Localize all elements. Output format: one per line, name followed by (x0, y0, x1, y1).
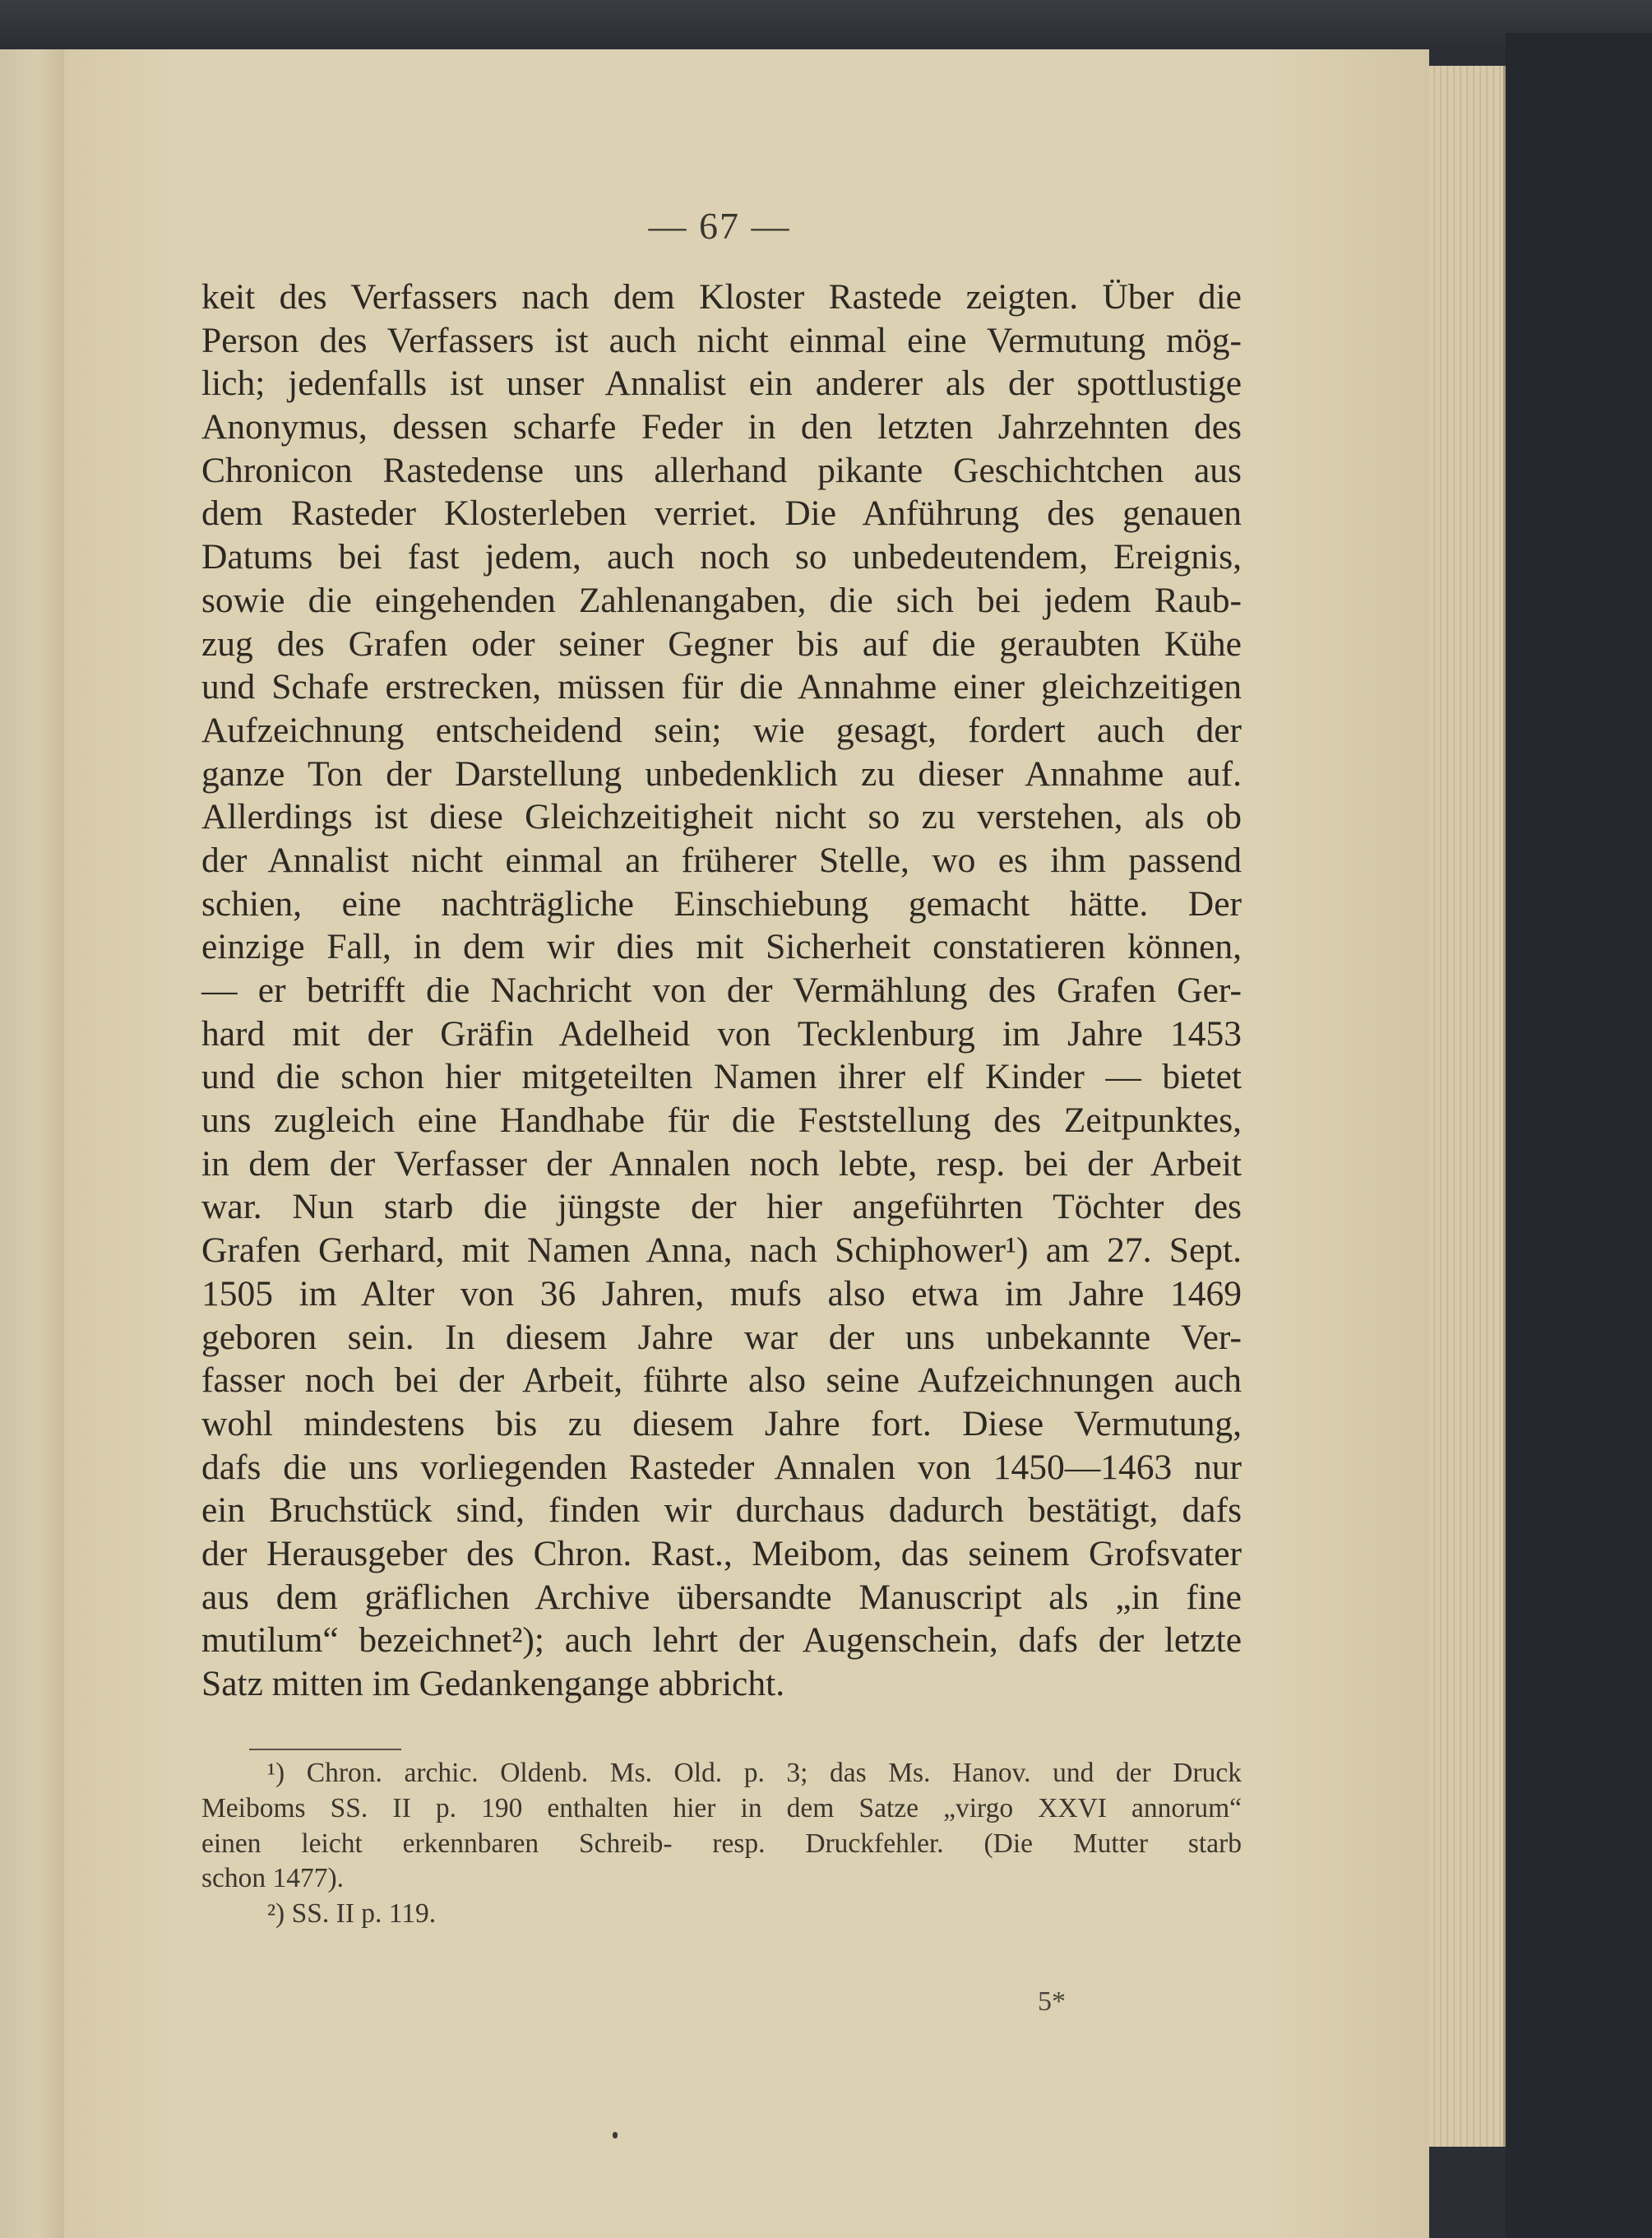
text-line: Satz mitten im Gedankengange abbricht. (201, 1664, 785, 1703)
page-number-header: — 67 — (648, 205, 791, 247)
text-line: sowie die eingehenden Zahlenangaben, die sich bei jedem Raub- (201, 580, 1242, 620)
text-line: 1505 im Alter von 36 Jahren, mufs also etwa im Jahre 1469 (201, 1273, 1242, 1314)
text-line: in dem der Verfasser der Annalen noch lebte, resp. bei der Arbeit (201, 1143, 1242, 1184)
text-line: Allerdings ist diese Gleichzeitigheit nicht so zu verstehen, als ob (201, 797, 1242, 837)
text-line: der Annalist nicht einmal an früherer Stelle, wo es ihm passend (201, 840, 1242, 880)
book-cover-top (0, 0, 1652, 49)
text-line: aus dem gräflichen Archive übersandte Manuscript als „in fine (201, 1577, 1242, 1617)
text-line: zug des Grafen oder seiner Gegner bis auf die geraubten Kühe (201, 623, 1242, 664)
text-line: Person des Verfassers ist auch nicht einmal eine Vermutung mög- (201, 320, 1242, 360)
text-line: dafs die uns vorliegenden Rasteder Annalen von 1450—1463 nur (201, 1447, 1242, 1487)
text-line: — er betrifft die Nachricht von der Vermählung des Grafen Ger- (201, 971, 1242, 1010)
book-cover-right (1506, 33, 1652, 2238)
text-line: fasser noch bei der Arbeit, führte also seine Aufzeichnungen auch (201, 1360, 1242, 1401)
text-line: und Schafe erstrecken, müssen für die Annahme einer gleichzeitigen (201, 667, 1242, 707)
text-line: hard mit der Gräfin Adelheid von Tecklenburg im Jahre 1453 (201, 1013, 1242, 1054)
text-line: der Herausgeber des Chron. Rast., Meibom, das seinem Grofsvater (201, 1533, 1242, 1573)
page-gutter (0, 49, 64, 2238)
footnote-line: ²) SS. II p. 119. (267, 1898, 437, 1930)
body-text (201, 276, 1242, 1706)
footnote-line: ¹) Chron. archic. Oldenb. Ms. Old. p. 3; das Ms. Hanov. und der Druck (267, 1758, 1242, 1788)
text-line: Grafen Gerhard, mit Namen Anna, nach Schiphower¹) am 27. Sept. (201, 1230, 1242, 1271)
footnote-line: schon 1477). (201, 1863, 345, 1894)
text-line: wohl mindestens bis zu diesem Jahre fort. Diese Vermutung, (201, 1403, 1242, 1443)
text-line: Aufzeichnung entscheidend sein; wie gesagt, fordert auch der (201, 710, 1242, 750)
page-edges (1429, 66, 1506, 2147)
text-line: keit des Verfassers nach dem Kloster Rastede zeigten. Über die (201, 277, 1242, 317)
footnote-line: Meiboms SS. II p. 190 enthalten hier in dem Satze „virgo XXVI annorum“ (201, 1792, 1242, 1823)
text-line: uns zugleich eine Handhabe für die Feststellung des Zeitpunktes, (201, 1100, 1242, 1141)
ink-speck (613, 2132, 618, 2138)
text-line: ein Bruchstück sind, finden wir durchaus dadurch bestätigt, dafs (201, 1490, 1242, 1531)
text-line: dem Rasteder Klosterleben verriet. Die Anführung des genauen (201, 493, 1242, 534)
text-line: lich; jedenfalls ist unser Annalist ein anderer als der spottlustige (201, 364, 1242, 404)
text-line: Anonymus, dessen scharfe Feder in den letzten Jahrzehnten des (201, 407, 1242, 447)
text-line: war. Nun starb die jüngste der hier angeführten Töchter des (201, 1187, 1242, 1227)
text-line: Chronicon Rastedense uns allerhand pikante Geschichtchen aus (201, 450, 1242, 490)
footnotes (201, 1756, 1242, 1932)
footnote-line: einen leicht erkennbaren Schreib- resp. Druckfehler. (Die Mutter starb (201, 1828, 1242, 1859)
text-line: schien, eine nachträgliche Einschiebung gemacht hätte. Der (201, 883, 1242, 924)
signature-mark: 5* (1038, 1986, 1066, 2017)
text-line: Datums bei fast jedem, auch noch so unbedeutendem, Ereignis, (201, 537, 1242, 577)
footnote-rule (249, 1749, 401, 1750)
text-line: einzige Fall, in dem wir dies mit Sicherheit constatieren können, (201, 927, 1242, 967)
text-line: geboren sein. In diesem Jahre war der uns unbekannte Ver- (201, 1317, 1242, 1357)
text-line: ganze Ton der Darstellung unbedenklich zu dieser Annahme auf. (201, 753, 1242, 794)
text-line: mutilum“ bezeichnet²); auch lehrt der Augenschein, dafs der letzte (201, 1620, 1242, 1661)
text-line: und die schon hier mitgeteilten Namen ihrer elf Kinder — bietet (201, 1057, 1242, 1097)
